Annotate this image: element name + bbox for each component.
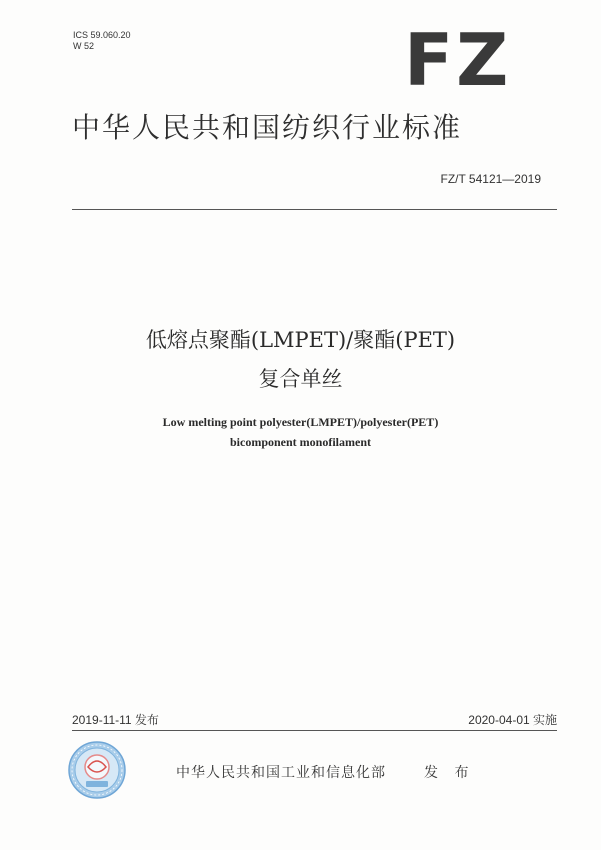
standard-code: FZ/T 54121—2019 [440,172,541,186]
anti-counterfeit-seal-icon [68,741,126,799]
fz-logo: FZ [404,18,512,102]
chinese-title-line-2: 复合单丝 [258,367,343,391]
implementation-date: 2020-04-01 实施 [468,713,557,727]
standard-title: 中华人民共和国纺织行业标准 [72,111,463,144]
ics-code: ICS 59.060.20 [73,30,131,40]
top-divider [72,209,557,210]
english-title-line-2: bicomponent monofilament [230,435,371,449]
ics-block [73,30,131,52]
bottom-divider [72,730,557,731]
issuing-authority: 中华人民共和国工业和信息化部 [176,765,386,781]
chinese-title-line-1: 低熔点聚酯(LMPET)/聚酯(PET) [145,328,456,352]
issue-date: 2019-11-11 发布 [72,713,159,727]
english-title-line-1: Low melting point polyester(LMPET)/polyester(PET) [162,415,439,429]
classification-code: W 52 [73,41,95,51]
issuing-verb: 发 布 [424,765,475,781]
